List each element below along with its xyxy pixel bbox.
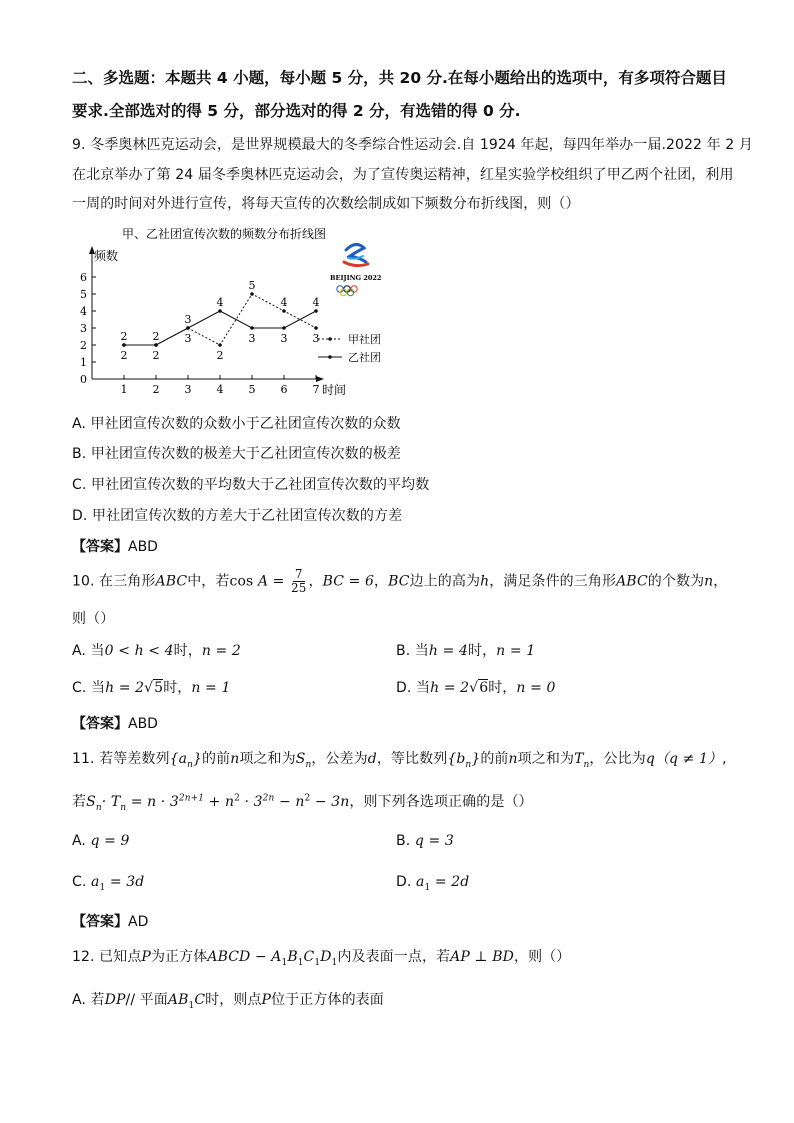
frequency-line-chart [60,222,440,402]
point-jia [314,326,318,330]
q11-option-a: A. q = 9 [72,833,130,849]
data-label-jia: 3 [312,332,320,345]
q9-option-d: D. 甲社团宣传次数的方差大于乙社团宣传次数的方差 [72,508,403,524]
section-header-line2: 要求.全部选对的得 5 分，部分选对的得 2 分，有选错的得 0 分. [72,102,521,120]
q11-answer: 【答案】AD [72,914,149,930]
data-label-yi: 3 [184,313,192,326]
chart-title: 甲、乙社团宣传次数的频数分布折线图 [122,227,327,241]
q12-stem-line1: 12. 已知点P为正方体ABCD − $A_1B_1C_1D_1$内及表面一点，若AP ⊥ BD，则（） [72,949,571,968]
x-tick-label: 7 [312,383,320,396]
q10-stem-line1: 10. 在三角形ABC中，若cos A = $\frac{7}{25}$ ，BC = 6，BC边上的高为h，满足条件的三角形ABC的个数为n， [72,567,728,595]
x-tick-label: 5 [248,383,256,396]
q10-option-d: D. 当h = 2√6时，n = 0 [396,680,556,696]
x-tick-label: 4 [216,383,224,396]
legend-marker-jia [328,337,332,341]
point-jia [218,343,222,347]
q11-stem-line2: 若$S_n\cdot T_n = n \cdot 3^{2n+1} + n^2 \cdot 3^{2n} - n^2 - 3n$，则下列各选项正确的是（） [72,793,533,813]
section-header-line1: 二、多选题：本题共 4 小题，每小题 5 分，共 20 分.在每小题给出的选项中，有多项符合题目 [72,69,727,87]
data-label-yi: 4 [312,296,320,309]
q11-option-b: B. q = 3 [396,833,454,849]
y-tick-label: 2 [80,339,87,352]
data-label-jia: 2 [216,349,224,362]
q9-answer: 【答案】ABD [72,539,158,555]
legend-marker-yi [328,355,332,359]
data-label-jia: 4 [280,296,288,309]
x-tick-label: 1 [120,383,128,396]
data-label-yi: 2 [152,349,160,362]
y-tick-label: 5 [80,288,87,301]
x-tick-label: 2 [152,383,160,396]
q11-option-d: D. $a_1 = 2d$ [396,874,470,893]
q10-option-c: C. 当h = 2√5时，n = 1 [72,680,231,696]
point-yi [314,309,318,313]
legend-label-jia: 甲社团 [348,333,381,346]
fraction-7-25: $\frac{7}{25}$ [290,567,307,595]
chart-ylabel: 频数 [94,249,119,263]
data-label-jia: 2 [152,330,160,343]
chart-xlabel: 时间 [322,383,347,397]
data-label-jia: 2 [120,330,128,343]
point-yi [282,326,286,330]
y-tick-label: 1 [80,356,87,369]
q9-option-a: A. 甲社团宣传次数的众数小于乙社团宣传次数的众数 [72,416,401,432]
y-tick-label: 6 [80,271,87,284]
q12-option-a: A. 若DP// 平面$AB_1C$时，则点P位于正方体的表面 [72,992,384,1011]
point-yi [186,326,190,330]
x-axis-arrow [316,376,324,382]
q11-option-c: C. $a_1 = 3d$ [72,874,145,893]
x-tick-label: 3 [184,383,192,396]
y-tick-label: 0 [80,373,87,386]
q9-stem-line1: 9. 冬季奥林匹克运动会，是世界规模最大的冬季综合性运动会.自 1924 年起，每四年举办一届.2022 年 2 月 [72,137,753,153]
y-tick-label: 3 [80,322,87,335]
point-yi [218,309,222,313]
q9-stem-line3: 一周的时间对外进行宣传，将每天宣传的次数绘制成如下频数分布折线图，则（） [72,196,580,212]
q9-option-c: C. 甲社团宣传次数的平均数大于乙社团宣传次数的平均数 [72,477,430,493]
q11-stem-line1: 11. 若等差数列$\{a_n\}$的前n项之和为$S_n$，公差为d，等比数列$\{b_n\}$的前n项之和为$T_n$，公比为q（q ≠ 1）, [72,751,727,770]
q10-option-a: A. 当0 < h < 4时，n = 2 [72,643,241,659]
data-label-jia: 3 [184,332,192,345]
point-yi [122,343,126,347]
legend-label-yi: 乙社团 [348,351,381,364]
point-jia [282,309,286,313]
q10-answer: 【答案】ABD [72,716,158,732]
data-label-jia: 5 [248,279,256,292]
point-jia [250,292,254,296]
point-yi [250,326,254,330]
y-tick-label: 4 [80,305,87,318]
point-yi [154,343,158,347]
x-tick-label: 6 [280,383,288,396]
q10-stem-line2: 则（） [72,611,115,627]
data-label-yi: 3 [280,332,288,345]
data-label-yi: 3 [248,332,256,345]
data-label-yi: 4 [216,296,224,309]
logo-text: BEIJING 2022 [330,274,382,282]
data-label-yi: 2 [120,349,128,362]
beijing-2022-logo [330,244,381,295]
q9-option-b: B. 甲社团宣传次数的极差大于乙社团宣传次数的极差 [72,446,402,462]
q10-option-b: B. 当h = 4时，n = 1 [396,643,536,659]
q9-stem-line2: 在北京举办了第 24 届冬季奥林匹克运动会，为了宣传奥运精神，红星实验学校组织了甲乙两个社团，利用 [72,167,734,183]
